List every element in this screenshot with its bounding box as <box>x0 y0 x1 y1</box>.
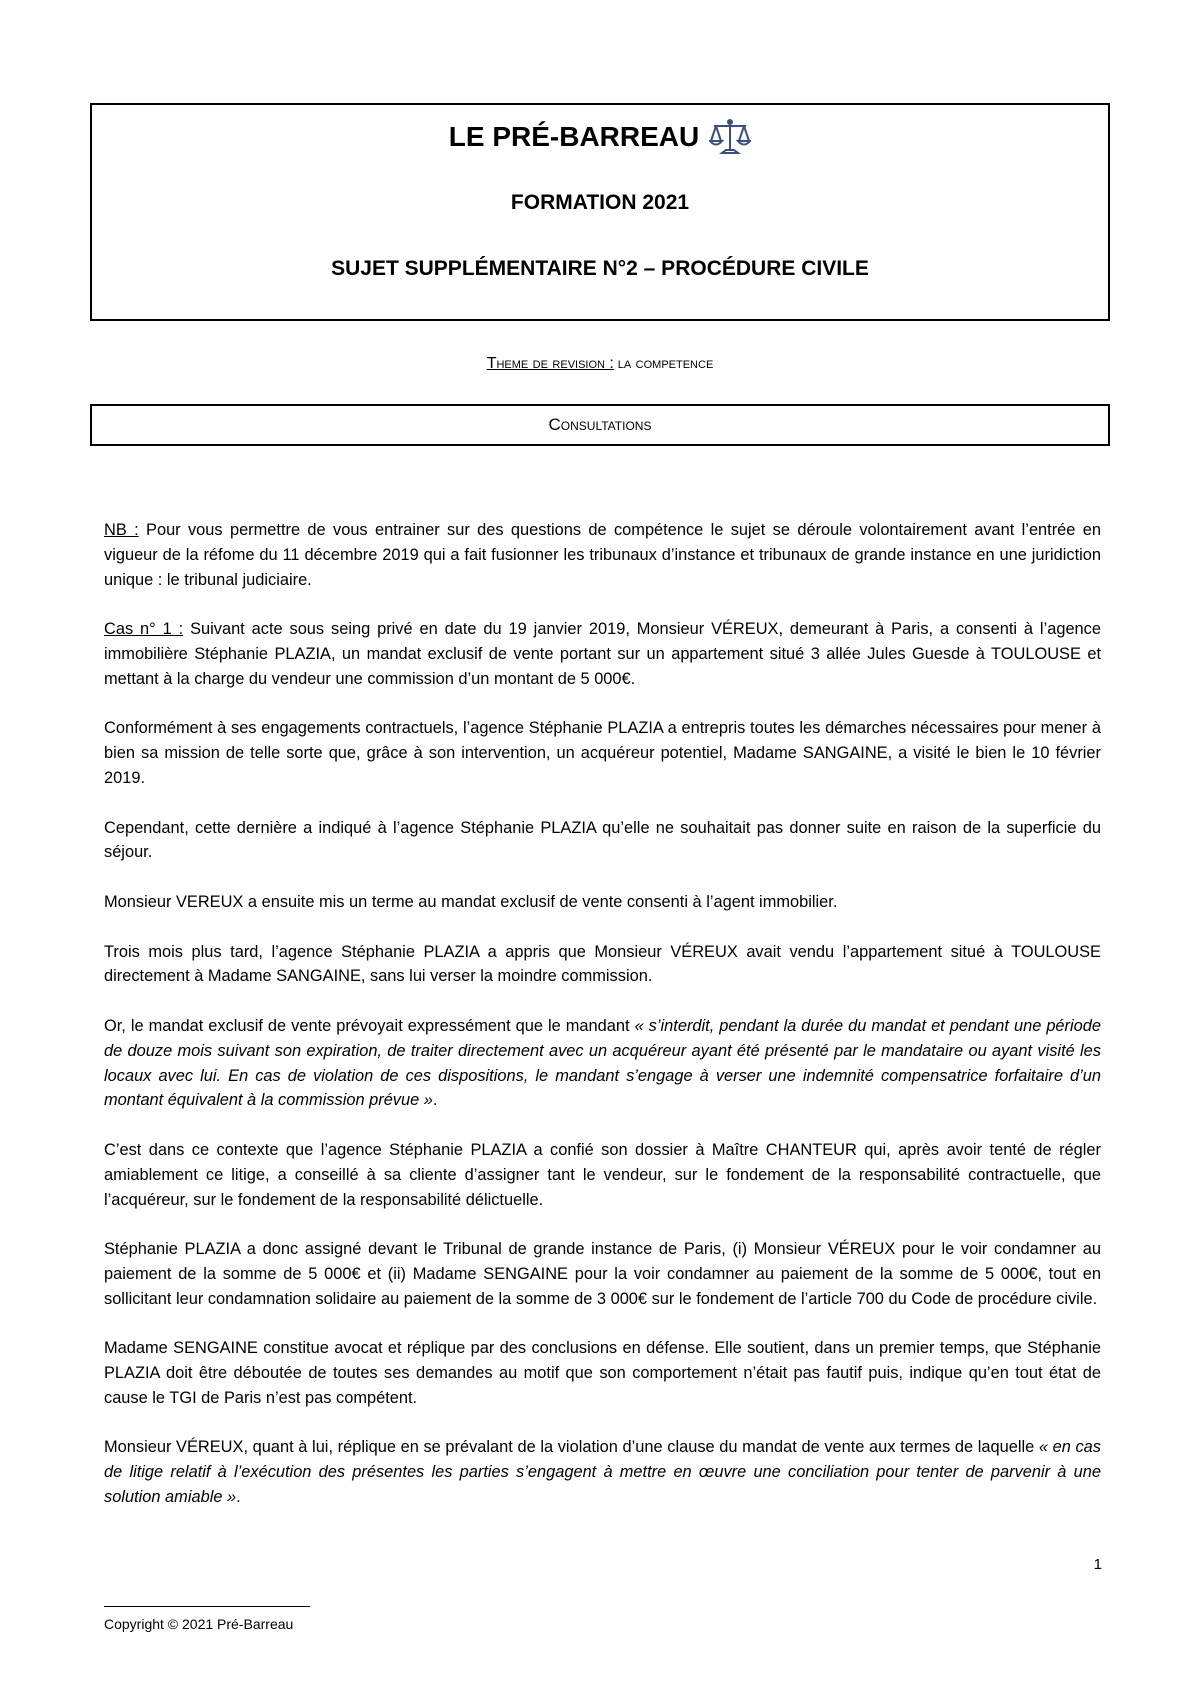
copyright-notice: Copyright © 2021 Pré-Barreau <box>104 1616 294 1632</box>
paragraph-text: Suivant acte sous seing privé en date du 19 janvier 2019, Monsieur VÉREUX, demeurant à Paris, a consenti à l’agence immobilière Stéphanie PLAZIA, un mandat exclusif de vente portant sur un appartement situé 3 allée Jules Guesde à TOULOUSE et mettant à la charge du vendeur une commission d’un montant de 5 000€. <box>104 620 1101 688</box>
section-title: Consultations <box>90 404 1110 446</box>
scales-of-justice-icon <box>709 117 751 157</box>
theme-value: la competence <box>617 355 714 372</box>
paragraph: Trois mois plus tard, l’agence Stéphanie PLAZIA a appris que Monsieur VÉREUX avait vendu l’appartement situé à TOULOUSE directement à Madame SANGAINE, sans lui verser la moindre commission. <box>104 942 1101 986</box>
paragraph-nb <box>104 518 1101 592</box>
paragraph: Madame SENGAINE constitue avocat et réplique par des conclusions en défense. Elle soutient, dans un premier temps, que Stéphanie PLAZIA doit être déboutée de toutes ses demandes au motif que son comportement n’était pas fautif puis, indique qu’en tout état de cause le TGI de Paris n’est pas compétent. <box>104 1339 1101 1407</box>
title-box <box>90 103 1110 321</box>
page-number: 1 <box>1093 1556 1102 1573</box>
paragraph-label: NB : <box>104 521 139 539</box>
paragraph-quote-mandat <box>104 1014 1101 1113</box>
paragraph: Stéphanie PLAZIA a donc assigné devant le Tribunal de grande instance de Paris, (i) Monsieur VÉREUX pour le voir condamner au paiement de la somme de 5 000€ et (ii) Madame SENGAINE pour la voir condamner au paiement de la somme de 5 000€, tout en sollicitant leur condamnation solidaire au paiement de la somme de 3 000€ sur le fondement de l’article 700 du Code de procédure civile. <box>104 1240 1101 1308</box>
paragraph-label: Cas n° 1 : <box>104 620 184 639</box>
paragraph-text: Pour vous permettre de vous entrainer sur des questions de compétence le sujet se déroule volontairement avant l’entrée en vigueur de la réfome du 11 décembre 2019 qui a fait fusionner les tribunaux d’instance et tribunaux de grande instance en une juridiction unique : le tribunal judiciaire. <box>104 521 1101 589</box>
quoted-clause: « s’interdit, pendant la durée du mandat et pendant une période de douze mois suivant son expiration, de traiter directement avec un acquéreur ayant été présenté par le mandataire ou ayant visité les locaux avec lui. En cas de violation de ces dispositions, le mandant s’engage à verser une indemnité compensatrice forfaitaire d’un montant équivalent à la commission prévue » <box>104 1016 1101 1110</box>
paragraph: Monsieur VEREUX a ensuite mis un terme au mandat exclusif de vente consenti à l’agent immobilier. <box>104 892 838 911</box>
paragraph-text: Monsieur VÉREUX, quant à lui, réplique en se prévalant de la violation d’une clause du mandat de vente aux termes de laquelle <box>104 1438 1039 1457</box>
paragraph-tail: . <box>432 1091 438 1110</box>
paragraph: Conformément à ses engagements contractuels, l’agence Stéphanie PLAZIA a entrepris toutes les démarches nécessaires pour mener à bien sa mission de telle sorte que, grâce à son intervention, un acquéreur potentiel, Madame SANGAINE, a visité le bien le 10 février 2019. <box>104 719 1101 787</box>
footnote-divider <box>104 1606 310 1607</box>
subtitle-formation: FORMATION 2021 <box>510 191 690 214</box>
paragraph-text: Or, le mandat exclusif de vente prévoyait expressément que le mandant <box>104 1016 635 1035</box>
paragraph: C’est dans ce contexte que l’agence Stéphanie PLAZIA a confié son dossier à Maître CHANTEUR qui, après avoir tenté de régler amiablement ce litige, a conseillé à sa cliente d’assigner tant le vendeur, sur le fondement de la responsabilité contractuelle, que l’acquéreur, sur le fondement de la responsabilité délictuelle. <box>104 1140 1101 1209</box>
paragraph-cas-1 <box>104 617 1101 691</box>
title-text: LE PRÉ-BARREAU <box>448 121 700 152</box>
paragraph-tail: . <box>236 1488 241 1507</box>
quoted-clause: « en cas de litige relatif à l’exécution des présentes les parties s’engagent à mettre en œuvre une conciliation pour tenter de parvenir à une solution amiable » <box>104 1438 1101 1507</box>
page-title <box>92 117 1108 157</box>
document-body <box>104 518 1101 1535</box>
theme-line <box>90 355 1110 373</box>
paragraph: Cependant, cette dernière a indiqué à l’agence Stéphanie PLAZIA qu’elle ne souhaitait pas donner suite en raison de la superficie du séjour. <box>104 818 1101 862</box>
paragraph-quote-clause <box>104 1435 1101 1509</box>
subtitle-sujet: SUJET SUPPLÉMENTAIRE N°2 – PROCÉDURE CIVILE <box>331 257 869 280</box>
theme-label: Theme de revision : <box>486 355 614 372</box>
